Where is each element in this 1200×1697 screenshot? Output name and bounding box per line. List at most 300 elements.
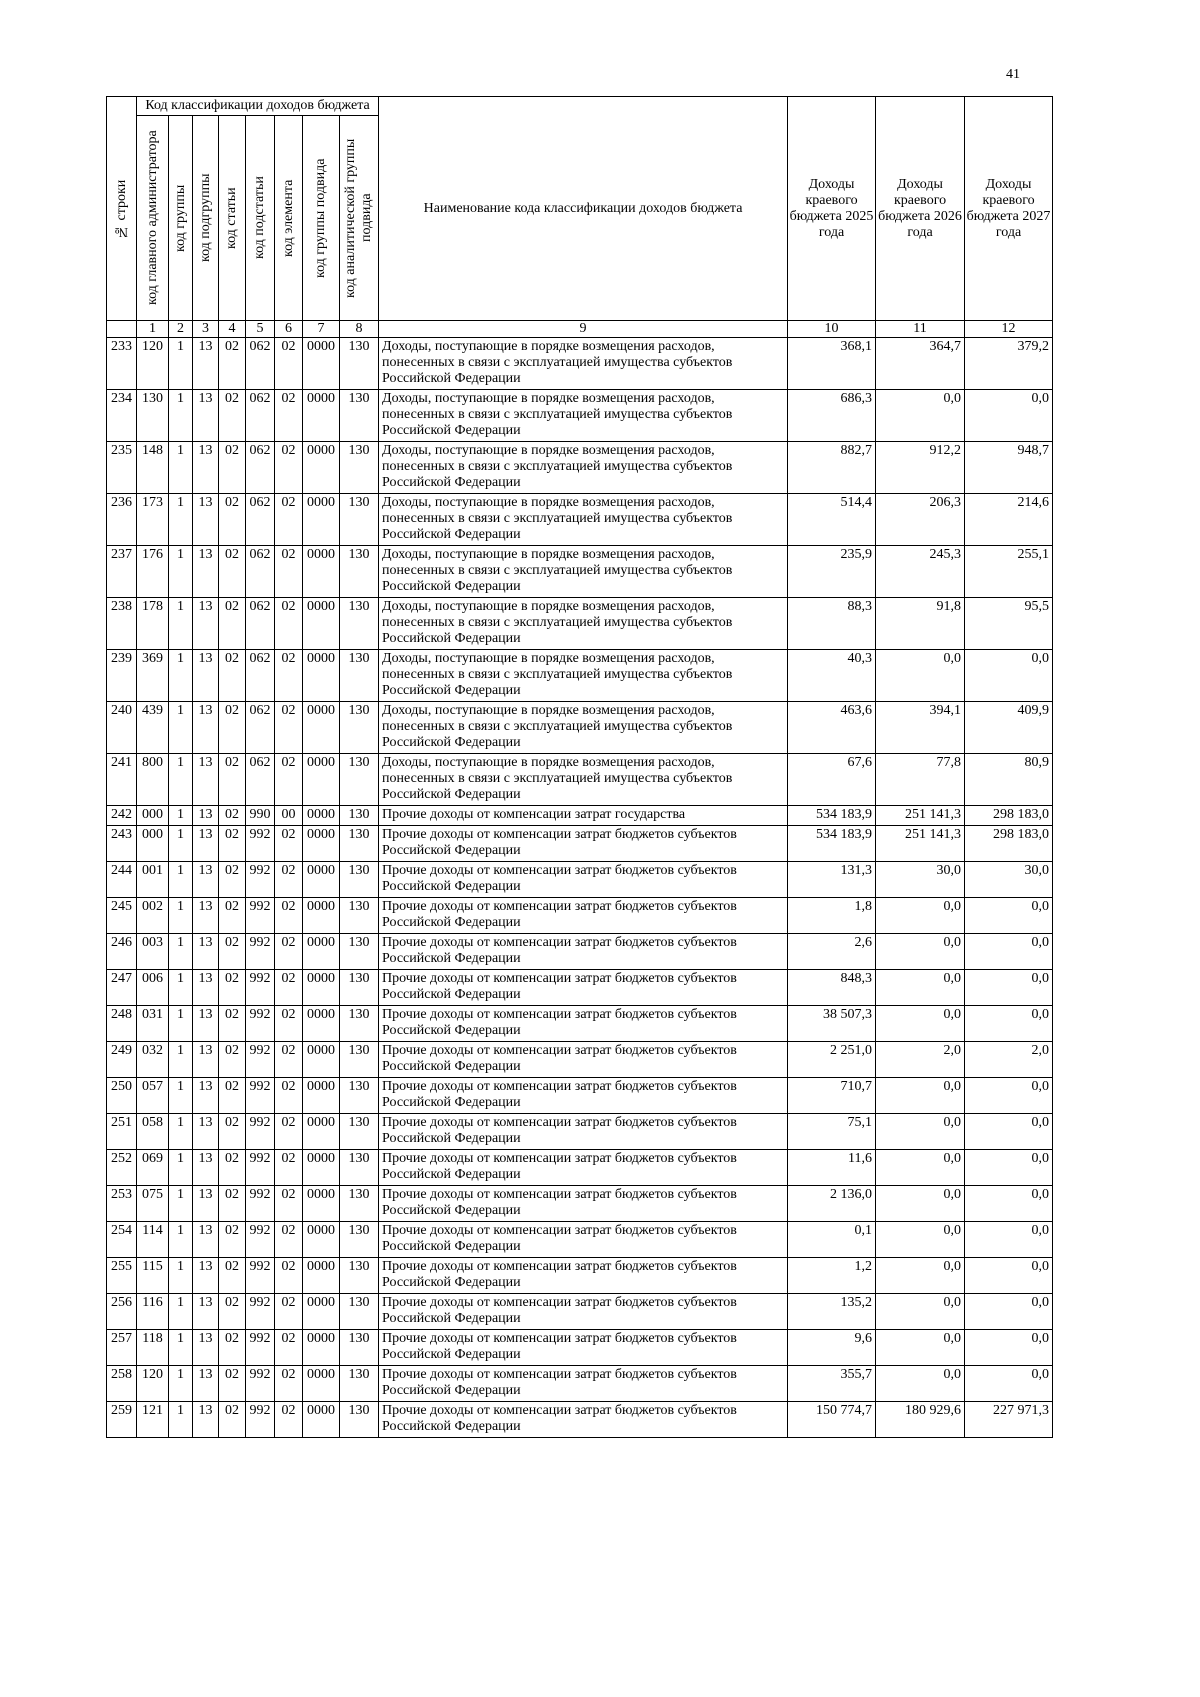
- analytic-group-code-header-label: код аналитической группы подвида: [343, 138, 375, 298]
- subarticle-code-cell: 062: [246, 338, 275, 390]
- subtype-group-code-cell: 0000: [303, 1042, 340, 1078]
- article-code-cell: 02: [219, 650, 246, 702]
- subarticle-code-cell: 992: [246, 1006, 275, 1042]
- admin-code-cell: 069: [137, 1150, 169, 1186]
- element-code-cell: 02: [275, 1042, 303, 1078]
- income-2027-cell: 30,0: [965, 862, 1053, 898]
- article-code-cell: 02: [219, 442, 246, 494]
- table-row: [107, 338, 1053, 390]
- analytic-group-code-cell: 130: [340, 1006, 379, 1042]
- income-2026-cell: 0,0: [876, 1222, 965, 1258]
- table-row: [107, 1042, 1053, 1078]
- row-number-cell: 238: [107, 598, 137, 650]
- income-2026-cell: 0,0: [876, 1006, 965, 1042]
- article-code-cell: 02: [219, 806, 246, 826]
- element-code-cell: 02: [275, 338, 303, 390]
- element-code-cell: 02: [275, 1222, 303, 1258]
- income-2026-header: Доходы краевого бюджета 2026 года: [876, 97, 965, 321]
- income-2026-cell: 0,0: [876, 1330, 965, 1366]
- element-code-cell: 02: [275, 598, 303, 650]
- subtype-group-code-cell: 0000: [303, 338, 340, 390]
- income-name-header: Наименование кода классификации доходов бюджета: [379, 97, 788, 321]
- group-code-header-label: код группы: [172, 184, 188, 252]
- income-name-cell: Прочие доходы от компенсации затрат бюджетов субъектов Российской Федерации: [379, 1186, 788, 1222]
- table-row: [107, 1150, 1053, 1186]
- income-2025-cell: 882,7: [788, 442, 876, 494]
- subtype-group-code-cell: 0000: [303, 1294, 340, 1330]
- income-2025-cell: 235,9: [788, 546, 876, 598]
- subtype-group-code-cell: 0000: [303, 1366, 340, 1402]
- column-number: 4: [219, 321, 246, 338]
- table-row: [107, 442, 1053, 494]
- admin-code-cell: 001: [137, 862, 169, 898]
- subtype-group-code-cell: 0000: [303, 970, 340, 1006]
- income-2026-cell: 245,3: [876, 546, 965, 598]
- subgroup-code-cell: 13: [193, 1042, 219, 1078]
- income-name-cell: Доходы, поступающие в порядке возмещения расходов, понесенных в связи с эксплуатацией имущества субъектов Российской Федерации: [379, 546, 788, 598]
- analytic-group-code-cell: 130: [340, 1330, 379, 1366]
- article-code-cell: 02: [219, 1222, 246, 1258]
- subgroup-code-cell: 13: [193, 546, 219, 598]
- income-2027-cell: 95,5: [965, 598, 1053, 650]
- subgroup-code-cell: 13: [193, 898, 219, 934]
- income-2027-cell: 214,6: [965, 494, 1053, 546]
- analytic-group-code-cell: 130: [340, 598, 379, 650]
- admin-code-cell: 058: [137, 1114, 169, 1150]
- element-code-cell: 02: [275, 754, 303, 806]
- group-code-cell: 1: [169, 1366, 193, 1402]
- analytic-group-code-cell: 130: [340, 442, 379, 494]
- subgroup-code-cell: 13: [193, 1294, 219, 1330]
- element-code-cell: 02: [275, 970, 303, 1006]
- element-code-cell: 02: [275, 1006, 303, 1042]
- income-2027-cell: 0,0: [965, 1186, 1053, 1222]
- income-2026-cell: 77,8: [876, 754, 965, 806]
- income-2027-cell: 298 183,0: [965, 806, 1053, 826]
- column-number: 6: [275, 321, 303, 338]
- row-number-cell: 258: [107, 1366, 137, 1402]
- admin-code-cell: 003: [137, 934, 169, 970]
- income-name-cell: Доходы, поступающие в порядке возмещения расходов, понесенных в связи с эксплуатацией имущества субъектов Российской Федерации: [379, 494, 788, 546]
- income-2026-cell: 251 141,3: [876, 806, 965, 826]
- subgroup-code-cell: 13: [193, 1114, 219, 1150]
- income-2026-cell: 912,2: [876, 442, 965, 494]
- table-row: [107, 1258, 1053, 1294]
- admin-code-cell: 120: [137, 1366, 169, 1402]
- subarticle-code-cell: 992: [246, 1078, 275, 1114]
- analytic-group-code-cell: 130: [340, 1078, 379, 1114]
- group-code-cell: 1: [169, 898, 193, 934]
- admin-code-cell: 115: [137, 1258, 169, 1294]
- row-number-cell: 256: [107, 1294, 137, 1330]
- subgroup-code-cell: 13: [193, 1402, 219, 1438]
- income-2027-cell: 255,1: [965, 546, 1053, 598]
- analytic-group-code-cell: 130: [340, 806, 379, 826]
- table-row: [107, 898, 1053, 934]
- subgroup-code-header: [193, 116, 219, 321]
- analytic-group-code-cell: 130: [340, 862, 379, 898]
- income-2027-cell: 2,0: [965, 1042, 1053, 1078]
- income-name-cell: Прочие доходы от компенсации затрат бюджетов субъектов Российской Федерации: [379, 1402, 788, 1438]
- column-number: 10: [788, 321, 876, 338]
- row-number-cell: 240: [107, 702, 137, 754]
- group-code-cell: 1: [169, 598, 193, 650]
- analytic-group-code-cell: 130: [340, 1150, 379, 1186]
- income-2025-cell: 9,6: [788, 1330, 876, 1366]
- income-name-cell: Прочие доходы от компенсации затрат бюджетов субъектов Российской Федерации: [379, 970, 788, 1006]
- article-code-cell: 02: [219, 702, 246, 754]
- income-2027-cell: 0,0: [965, 934, 1053, 970]
- analytic-group-code-cell: 130: [340, 1366, 379, 1402]
- income-name-cell: Прочие доходы от компенсации затрат бюджетов субъектов Российской Федерации: [379, 898, 788, 934]
- analytic-group-code-cell: 130: [340, 702, 379, 754]
- element-code-cell: 02: [275, 650, 303, 702]
- income-2026-cell: 0,0: [876, 1186, 965, 1222]
- subtype-group-code-cell: 0000: [303, 826, 340, 862]
- analytic-group-code-cell: 130: [340, 1222, 379, 1258]
- admin-code-cell: 000: [137, 826, 169, 862]
- analytic-group-code-cell: 130: [340, 754, 379, 806]
- element-code-cell: 02: [275, 546, 303, 598]
- column-number: 7: [303, 321, 340, 338]
- subarticle-code-cell: 062: [246, 546, 275, 598]
- subarticle-code-cell: 992: [246, 1114, 275, 1150]
- income-2027-cell: 0,0: [965, 1114, 1053, 1150]
- article-code-cell: 02: [219, 1258, 246, 1294]
- column-numbers-row: [107, 321, 1053, 338]
- element-code-cell: 02: [275, 862, 303, 898]
- income-name-cell: Прочие доходы от компенсации затрат бюджетов субъектов Российской Федерации: [379, 1258, 788, 1294]
- subarticle-code-cell: 992: [246, 1402, 275, 1438]
- table-row: [107, 1402, 1053, 1438]
- group-code-cell: 1: [169, 970, 193, 1006]
- table-row: [107, 702, 1053, 754]
- income-classification-table: [106, 96, 1053, 1438]
- element-code-cell: 02: [275, 1294, 303, 1330]
- admin-code-cell: 000: [137, 806, 169, 826]
- table-row: [107, 754, 1053, 806]
- element-code-cell: 02: [275, 1186, 303, 1222]
- element-code-cell: 02: [275, 934, 303, 970]
- subtype-group-code-cell: 0000: [303, 1330, 340, 1366]
- income-2027-cell: 0,0: [965, 1078, 1053, 1114]
- income-name-cell: Прочие доходы от компенсации затрат бюджетов субъектов Российской Федерации: [379, 1114, 788, 1150]
- group-code-cell: 1: [169, 702, 193, 754]
- admin-code-cell: 176: [137, 546, 169, 598]
- admin-code-cell: 173: [137, 494, 169, 546]
- row-number-cell: 239: [107, 650, 137, 702]
- article-code-cell: 02: [219, 1006, 246, 1042]
- income-2025-cell: 150 774,7: [788, 1402, 876, 1438]
- row-number-cell: 259: [107, 1402, 137, 1438]
- group-code-cell: 1: [169, 1186, 193, 1222]
- article-code-header: [219, 116, 246, 321]
- table-row: [107, 934, 1053, 970]
- article-code-cell: 02: [219, 1294, 246, 1330]
- income-2025-cell: 0,1: [788, 1222, 876, 1258]
- article-code-cell: 02: [219, 546, 246, 598]
- analytic-group-code-header: [340, 116, 379, 321]
- article-code-cell: 02: [219, 970, 246, 1006]
- group-code-cell: 1: [169, 442, 193, 494]
- subtype-group-code-cell: 0000: [303, 754, 340, 806]
- table-body: [107, 338, 1053, 1438]
- group-code-cell: 1: [169, 546, 193, 598]
- row-number-cell: 249: [107, 1042, 137, 1078]
- subarticle-code-cell: 992: [246, 1186, 275, 1222]
- income-2025-cell: 38 507,3: [788, 1006, 876, 1042]
- subgroup-code-cell: 13: [193, 970, 219, 1006]
- income-2025-cell: 40,3: [788, 650, 876, 702]
- subarticle-code-cell: 992: [246, 862, 275, 898]
- column-number: 9: [379, 321, 788, 338]
- subarticle-code-header-label: код подстатьи: [252, 176, 267, 260]
- analytic-group-code-cell: 130: [340, 1114, 379, 1150]
- admin-code-cell: 114: [137, 1222, 169, 1258]
- admin-code-cell: 369: [137, 650, 169, 702]
- table-row: [107, 970, 1053, 1006]
- subtype-group-code-cell: 0000: [303, 898, 340, 934]
- income-2027-cell: 0,0: [965, 1366, 1053, 1402]
- article-code-cell: 02: [219, 1186, 246, 1222]
- subgroup-code-cell: 13: [193, 1366, 219, 1402]
- element-code-cell: 02: [275, 1114, 303, 1150]
- row-number-header: [107, 97, 137, 321]
- income-2025-cell: 131,3: [788, 862, 876, 898]
- income-2027-cell: 0,0: [965, 1150, 1053, 1186]
- subgroup-code-cell: 13: [193, 862, 219, 898]
- row-number-cell: 253: [107, 1186, 137, 1222]
- element-code-cell: 02: [275, 442, 303, 494]
- analytic-group-code-cell: 130: [340, 934, 379, 970]
- group-code-cell: 1: [169, 390, 193, 442]
- column-number: 12: [965, 321, 1053, 338]
- group-code-cell: 1: [169, 1402, 193, 1438]
- table-row: [107, 1006, 1053, 1042]
- income-2027-cell: 0,0: [965, 1258, 1053, 1294]
- article-code-cell: 02: [219, 1330, 246, 1366]
- article-code-cell: 02: [219, 826, 246, 862]
- group-code-cell: 1: [169, 1294, 193, 1330]
- subgroup-code-cell: 13: [193, 1186, 219, 1222]
- subgroup-code-cell: 13: [193, 390, 219, 442]
- income-2026-cell: 0,0: [876, 1258, 965, 1294]
- income-2026-cell: 364,7: [876, 338, 965, 390]
- group-code-cell: 1: [169, 650, 193, 702]
- subtype-group-code-cell: 0000: [303, 390, 340, 442]
- table-row: [107, 1114, 1053, 1150]
- subarticle-code-cell: 992: [246, 826, 275, 862]
- group-code-cell: 1: [169, 1042, 193, 1078]
- income-2027-cell: 227 971,3: [965, 1402, 1053, 1438]
- article-code-cell: 02: [219, 338, 246, 390]
- article-code-cell: 02: [219, 1402, 246, 1438]
- table-row: [107, 598, 1053, 650]
- row-number-cell: 248: [107, 1006, 137, 1042]
- element-code-cell: 00: [275, 806, 303, 826]
- income-2027-cell: 0,0: [965, 970, 1053, 1006]
- article-code-cell: 02: [219, 862, 246, 898]
- income-2026-cell: 0,0: [876, 390, 965, 442]
- subtype-group-code-cell: 0000: [303, 598, 340, 650]
- income-2025-cell: 67,6: [788, 754, 876, 806]
- table-row: [107, 1294, 1053, 1330]
- income-name-cell: Доходы, поступающие в порядке возмещения расходов, понесенных в связи с эксплуатацией имущества субъектов Российской Федерации: [379, 650, 788, 702]
- row-number-header-label: № строки: [113, 178, 129, 239]
- income-name-cell: Прочие доходы от компенсации затрат бюджетов субъектов Российской Федерации: [379, 1006, 788, 1042]
- income-name-cell: Прочие доходы от компенсации затрат бюджетов субъектов Российской Федерации: [379, 1366, 788, 1402]
- subtype-group-code-cell: 0000: [303, 1006, 340, 1042]
- subtype-group-code-cell: 0000: [303, 702, 340, 754]
- subgroup-code-cell: 13: [193, 702, 219, 754]
- group-code-cell: 1: [169, 806, 193, 826]
- group-code-cell: 1: [169, 1222, 193, 1258]
- income-2026-cell: 180 929,6: [876, 1402, 965, 1438]
- subtype-group-code-cell: 0000: [303, 1150, 340, 1186]
- element-code-cell: 02: [275, 826, 303, 862]
- income-2025-cell: 2,6: [788, 934, 876, 970]
- income-name-cell: Прочие доходы от компенсации затрат бюджетов субъектов Российской Федерации: [379, 862, 788, 898]
- income-2026-cell: 0,0: [876, 898, 965, 934]
- element-code-cell: 02: [275, 1330, 303, 1366]
- analytic-group-code-cell: 130: [340, 1402, 379, 1438]
- income-2025-cell: 75,1: [788, 1114, 876, 1150]
- income-2027-cell: 0,0: [965, 1330, 1053, 1366]
- row-number-cell: 241: [107, 754, 137, 806]
- income-name-cell: Прочие доходы от компенсации затрат бюджетов субъектов Российской Федерации: [379, 826, 788, 862]
- income-2027-cell: 80,9: [965, 754, 1053, 806]
- income-name-cell: Доходы, поступающие в порядке возмещения расходов, понесенных в связи с эксплуатацией имущества субъектов Российской Федерации: [379, 442, 788, 494]
- income-2025-cell: 848,3: [788, 970, 876, 1006]
- analytic-group-code-cell: 130: [340, 338, 379, 390]
- admin-code-cell: 031: [137, 1006, 169, 1042]
- income-2026-cell: 0,0: [876, 1294, 965, 1330]
- article-code-cell: 02: [219, 1042, 246, 1078]
- income-2027-cell: 948,7: [965, 442, 1053, 494]
- group-code-cell: 1: [169, 754, 193, 806]
- subtype-group-code-cell: 0000: [303, 1222, 340, 1258]
- income-name-cell: Доходы, поступающие в порядке возмещения расходов, понесенных в связи с эксплуатацией имущества субъектов Российской Федерации: [379, 338, 788, 390]
- income-2027-cell: 379,2: [965, 338, 1053, 390]
- subarticle-code-cell: 992: [246, 1330, 275, 1366]
- article-code-cell: 02: [219, 598, 246, 650]
- subarticle-code-cell: 062: [246, 390, 275, 442]
- admin-code-cell: 120: [137, 338, 169, 390]
- subgroup-code-cell: 13: [193, 1222, 219, 1258]
- subarticle-code-cell: 992: [246, 1366, 275, 1402]
- subgroup-code-cell: 13: [193, 338, 219, 390]
- table-row: [107, 1186, 1053, 1222]
- income-2027-cell: 0,0: [965, 1222, 1053, 1258]
- article-code-header-label: код статьи: [224, 187, 239, 249]
- article-code-cell: 02: [219, 934, 246, 970]
- income-name-cell: Прочие доходы от компенсации затрат бюджетов субъектов Российской Федерации: [379, 1042, 788, 1078]
- subtype-group-code-cell: 0000: [303, 494, 340, 546]
- admin-code-cell: 178: [137, 598, 169, 650]
- group-code-cell: 1: [169, 338, 193, 390]
- column-number: 11: [876, 321, 965, 338]
- row-number-cell: 254: [107, 1222, 137, 1258]
- admin-code-cell: 032: [137, 1042, 169, 1078]
- admin-code-cell: 130: [137, 390, 169, 442]
- income-name-cell: Прочие доходы от компенсации затрат государства: [379, 806, 788, 826]
- row-number-cell: 246: [107, 934, 137, 970]
- group-code-cell: 1: [169, 1114, 193, 1150]
- income-2027-cell: 409,9: [965, 702, 1053, 754]
- column-number-empty: [107, 321, 137, 338]
- row-number-cell: 234: [107, 390, 137, 442]
- element-code-header: [275, 116, 303, 321]
- subtype-group-code-cell: 0000: [303, 1258, 340, 1294]
- subgroup-code-cell: 13: [193, 494, 219, 546]
- row-number-cell: 257: [107, 1330, 137, 1366]
- group-code-cell: 1: [169, 1078, 193, 1114]
- income-name-cell: Прочие доходы от компенсации затрат бюджетов субъектов Российской Федерации: [379, 934, 788, 970]
- analytic-group-code-cell: 130: [340, 1186, 379, 1222]
- row-number-cell: 243: [107, 826, 137, 862]
- income-name-cell: Прочие доходы от компенсации затрат бюджетов субъектов Российской Федерации: [379, 1150, 788, 1186]
- element-code-cell: 02: [275, 1078, 303, 1114]
- subtype-group-code-header: [303, 116, 340, 321]
- subtype-group-code-cell: 0000: [303, 1114, 340, 1150]
- subarticle-code-cell: 062: [246, 494, 275, 546]
- row-number-cell: 244: [107, 862, 137, 898]
- income-2027-cell: 0,0: [965, 1294, 1053, 1330]
- income-2026-cell: 0,0: [876, 1150, 965, 1186]
- admin-code-cell: 148: [137, 442, 169, 494]
- article-code-cell: 02: [219, 390, 246, 442]
- row-number-cell: 242: [107, 806, 137, 826]
- analytic-group-code-cell: 130: [340, 1042, 379, 1078]
- table-row: [107, 390, 1053, 442]
- subtype-group-code-cell: 0000: [303, 1186, 340, 1222]
- income-2025-cell: 514,4: [788, 494, 876, 546]
- subtype-group-code-cell: 0000: [303, 806, 340, 826]
- income-2026-cell: 0,0: [876, 650, 965, 702]
- income-2026-cell: 0,0: [876, 1078, 965, 1114]
- subgroup-code-cell: 13: [193, 598, 219, 650]
- page-number: 41: [1006, 67, 1020, 82]
- element-code-cell: 02: [275, 1366, 303, 1402]
- subarticle-code-cell: 990: [246, 806, 275, 826]
- income-2026-cell: 0,0: [876, 934, 965, 970]
- analytic-group-code-cell: 130: [340, 898, 379, 934]
- subarticle-code-header: [246, 116, 275, 321]
- analytic-group-code-cell: 130: [340, 494, 379, 546]
- admin-code-cell: 800: [137, 754, 169, 806]
- admin-code-cell: 075: [137, 1186, 169, 1222]
- group-code-cell: 1: [169, 1330, 193, 1366]
- income-2026-cell: 0,0: [876, 1114, 965, 1150]
- subgroup-code-cell: 13: [193, 1006, 219, 1042]
- subgroup-code-cell: 13: [193, 1258, 219, 1294]
- subgroup-code-cell: 13: [193, 442, 219, 494]
- subtype-group-code-cell: 0000: [303, 934, 340, 970]
- admin-code-cell: 002: [137, 898, 169, 934]
- column-number: 2: [169, 321, 193, 338]
- subtype-group-code-cell: 0000: [303, 1078, 340, 1114]
- group-code-cell: 1: [169, 826, 193, 862]
- admin-code-cell: 118: [137, 1330, 169, 1366]
- income-2025-cell: 135,2: [788, 1294, 876, 1330]
- subtype-group-code-cell: 0000: [303, 546, 340, 598]
- subgroup-code-cell: 13: [193, 826, 219, 862]
- analytic-group-code-cell: 130: [340, 1294, 379, 1330]
- subarticle-code-cell: 992: [246, 970, 275, 1006]
- subtype-group-code-cell: 0000: [303, 442, 340, 494]
- table-header: [107, 97, 1053, 338]
- income-2027-cell: 298 183,0: [965, 826, 1053, 862]
